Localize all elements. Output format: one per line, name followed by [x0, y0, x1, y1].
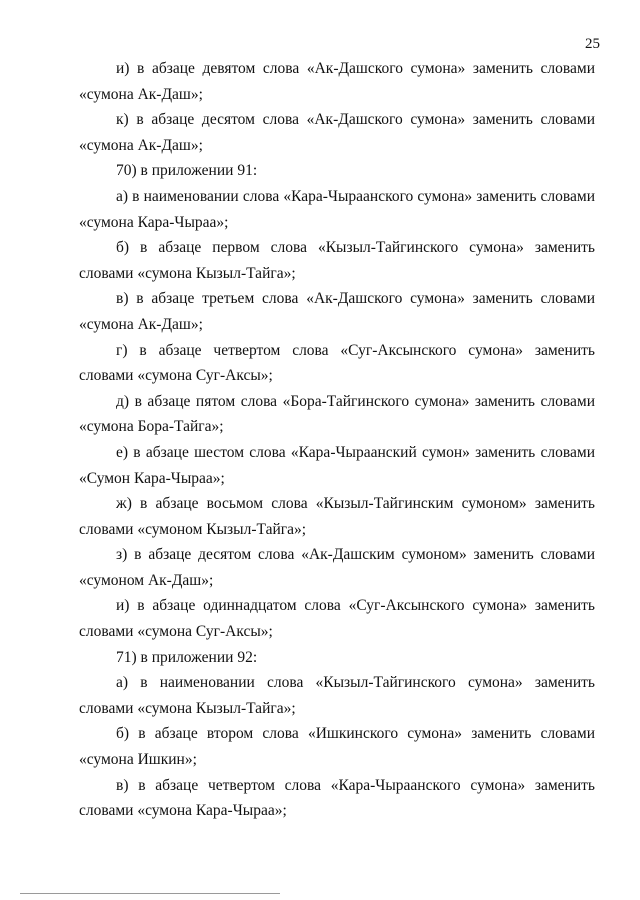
paragraph: з) в абзаце десятом слова «Ак-Дашским сумоном» заменить словами «сумоном Ак-Даш»; [79, 546, 595, 589]
footer-rule [20, 893, 280, 894]
paragraph: е) в абзаце шестом слова «Кара-Чыраанский сумон» заменить словами «Сумон Кара-Чыраа»; [79, 443, 595, 487]
paragraph: и) в абзаце девятом слова «Ак-Дашского сумона» заменить словами «сумона Ак-Даш»; [79, 60, 595, 103]
paragraph: ж) в абзаце восьмом слова «Кызыл-Тайгинским сумоном» заменить словами «сумоном Кызыл-Тайга»; [79, 495, 595, 538]
paragraph: г) в абзаце четвертом слова «Суг-Аксынского сумона» заменить словами «сумона Суг-Аксы»; [79, 341, 595, 385]
paragraph: в) в абзаце четвертом слова «Кара-Чыраанского сумона» заменить словами «сумона Кара-Чыраа»; [79, 776, 595, 820]
document-body [79, 56, 595, 824]
paragraph: д) в абзаце пятом слова «Бора-Тайгинского сумона» заменить словами «сумона Бора-Тайга»; [79, 392, 595, 436]
page-number: 25 [585, 36, 600, 52]
section-heading: 71) в приложении 92: [116, 648, 258, 666]
paragraph: к) в абзаце десятом слова «Ак-Дашского сумона» заменить словами «сумона Ак-Даш»; [79, 111, 595, 154]
section-heading: 70) в приложении 91: [116, 162, 258, 180]
paragraph: б) в абзаце втором слова «Ишкинского сумона» заменить словами «сумона Ишкин»; [79, 725, 595, 769]
paragraph: и) в абзаце одиннадцатом слова «Суг-Аксынского сумона» заменить словами «сумона Суг-Аксы»; [79, 597, 595, 641]
paragraph: а) в наименовании слова «Кызыл-Тайгинского сумона» заменить словами «сумона Кызыл-Тайга»; [79, 674, 595, 717]
paragraph: а) в наименовании слова «Кара-Чыраанского сумона» заменить словами «сумона Кара-Чыраа»; [79, 187, 595, 231]
paragraph: в) в абзаце третьем слова «Ак-Дашского сумона» заменить словами «сумона Ак-Даш»; [79, 290, 595, 333]
paragraph: б) в абзаце первом слова «Кызыл-Тайгинского сумона» заменить словами «сумона Кызыл-Тайга»; [79, 239, 595, 282]
